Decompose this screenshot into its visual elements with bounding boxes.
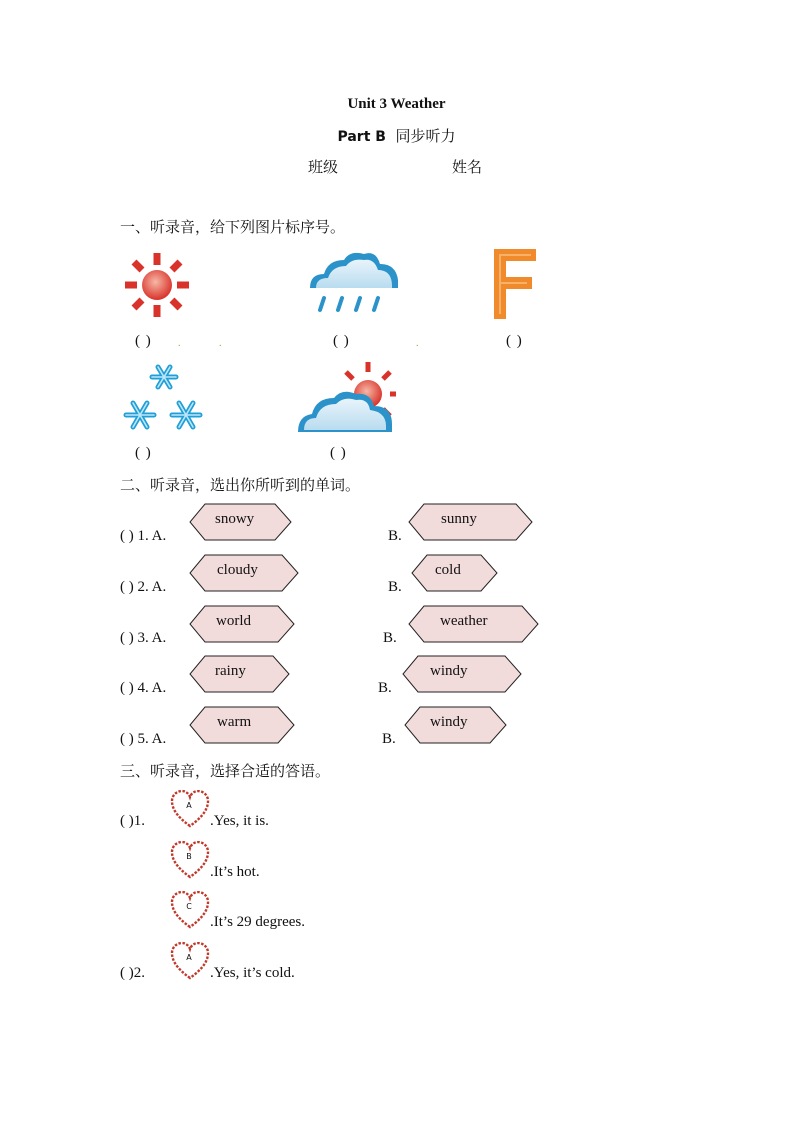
dot-mark: . <box>219 338 222 349</box>
option-b-word[interactable]: windy <box>404 706 508 744</box>
sun-cloud-icon <box>296 360 396 436</box>
page-title: Unit 3 Weather <box>347 96 446 112</box>
subtitle-text: 同步听力 <box>395 127 456 145</box>
answer-blank[interactable]: ( ) <box>333 333 350 349</box>
option-b-word[interactable]: weather <box>408 605 540 643</box>
answer-blank[interactable]: ( ) <box>135 445 152 461</box>
answer-blank[interactable]: ( ) <box>506 333 523 349</box>
heart-option-a-icon[interactable]: A <box>170 942 212 982</box>
option-a-word[interactable]: snowy <box>189 503 293 541</box>
sun-icon <box>122 250 192 320</box>
option-b-label: B. <box>388 579 402 595</box>
question-1-label: ( )1. <box>120 813 145 829</box>
heart-option-a-icon[interactable]: A <box>170 790 212 830</box>
option-a-word[interactable]: cloudy <box>189 554 300 592</box>
answer-blank[interactable]: ( ) <box>135 333 152 349</box>
question-2-label: ( ) 2. A. <box>120 579 167 595</box>
option-b-label: B. <box>378 680 392 696</box>
question-1-label: ( ) 1. A. <box>120 528 167 544</box>
section3-heading: 三、听录音，选择合适的答语。 <box>120 762 331 780</box>
question-5-label: ( ) 5. A. <box>120 731 167 747</box>
option-a-word[interactable]: warm <box>189 706 296 744</box>
heart-option-c-icon[interactable]: C <box>170 891 212 931</box>
answer-option-text: .It’s hot. <box>210 864 260 880</box>
option-b-word[interactable]: windy <box>402 655 523 693</box>
question-2-label: ( )2. <box>120 965 145 981</box>
option-b-label: B. <box>388 528 402 544</box>
question-3-label: ( ) 3. A. <box>120 630 167 646</box>
option-a-word[interactable]: rainy <box>189 655 291 693</box>
snowflakes-icon <box>120 360 210 436</box>
dot-mark: . <box>178 338 181 349</box>
dot-mark: . <box>416 338 419 349</box>
option-b-label: B. <box>383 630 397 646</box>
answer-option-text: .It’s 29 degrees. <box>210 914 305 930</box>
answer-option-text: .Yes, it is. <box>210 813 269 829</box>
page-subtitle <box>0 125 793 146</box>
question-4-label: ( ) 4. A. <box>120 680 167 696</box>
section2-heading: 二、听录音，选出你所听到的单词。 <box>120 476 361 494</box>
section1-heading: 一、听录音，给下列图片标序号。 <box>120 218 346 236</box>
option-a-word[interactable]: world <box>189 605 296 643</box>
option-b-word[interactable]: cold <box>411 554 499 592</box>
option-b-label: B. <box>382 731 396 747</box>
name-label: 姓名 <box>452 158 483 176</box>
class-label: 班级 <box>308 158 339 176</box>
fahrenheit-icon <box>494 249 538 321</box>
option-b-word[interactable]: sunny <box>408 503 534 541</box>
answer-option-text: .Yes, it’s cold. <box>210 965 295 981</box>
heart-option-b-icon[interactable]: B <box>170 841 212 881</box>
answer-blank[interactable]: ( ) <box>330 445 347 461</box>
part-label: Part B <box>337 129 386 145</box>
rain-cloud-icon <box>306 248 402 318</box>
